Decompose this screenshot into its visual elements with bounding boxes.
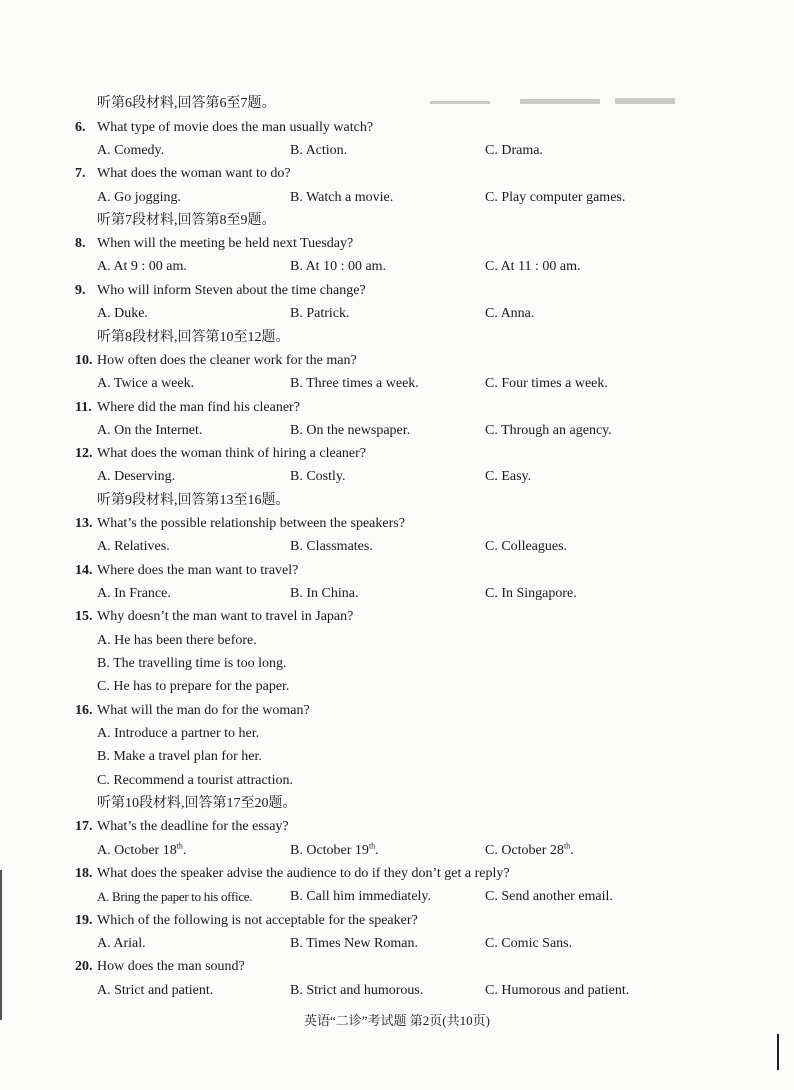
option-b: B. Times New Roman. [290,936,418,951]
scan-edge-mark [0,870,2,1020]
scan-speck [430,101,490,104]
question-number: 11. [75,400,92,415]
question-15 [0,605,794,628]
question-number: 9. [75,283,86,298]
option-c: C. October 28th. [485,841,574,858]
option-c: C. Drama. [485,143,543,158]
option-c-row [0,675,794,698]
option-a: A. Relatives. [97,539,170,554]
option-a: A. Strict and patient. [97,983,214,998]
section-instruction: 听第6段材料,回答第6至7题。 [97,96,276,111]
option-b: B. Three times a week. [290,376,419,391]
option-b: B. Costly. [290,469,346,484]
question-number: 18. [75,866,93,881]
question-text: What’s the deadline for the essay? [97,819,289,834]
question-text: What’s the possible relationship between the speakers? [97,516,405,531]
options-17 [0,839,794,862]
section-instruction: 听第9段材料,回答第13至16题。 [97,493,290,508]
section-instruction: 听第10段材料,回答第17至20题。 [97,796,297,811]
question-17 [0,815,794,838]
question-text: What will the man do for the woman? [97,703,310,718]
question-text: How often does the cleaner work for the man? [97,353,357,368]
question-16 [0,699,794,722]
option-a: A. On the Internet. [97,423,203,438]
question-20 [0,955,794,978]
question-number: 13. [75,516,93,531]
option-b: B. The travelling time is too long. [97,656,287,671]
option-c: C. Recommend a tourist attraction. [97,773,293,788]
question-18 [0,862,794,885]
option-a: A. Twice a week. [97,376,195,391]
question-12 [0,442,794,465]
options-6 [0,139,794,162]
options-10 [0,372,794,395]
question-9 [0,279,794,302]
option-b: B. Call him immediately. [290,889,432,904]
option-c: C. Play computer games. [485,190,626,205]
question-number: 12. [75,446,93,461]
option-c: C. Anna. [485,306,535,321]
option-a: A. In France. [97,586,171,601]
options-8 [0,255,794,278]
question-text: What does the woman want to do? [97,166,291,181]
option-c: C. Colleagues. [485,539,568,554]
option-b: B. Classmates. [290,539,373,554]
option-a: A. Bring the paper to his office. [97,889,253,904]
question-text: Why doesn’t the man want to travel in Japan? [97,609,354,624]
option-b: B. Watch a movie. [290,190,394,205]
scan-edge-mark [777,1034,779,1070]
option-c: C. Humorous and patient. [485,983,630,998]
question-number: 19. [75,913,93,928]
option-a: A. Deserving. [97,469,176,484]
option-b: B. October 19th. [290,841,379,858]
option-b: B. On the newspaper. [290,423,411,438]
section-instruction: 听第8段材料,回答第10至12题。 [97,330,290,345]
question-8 [0,232,794,255]
question-text: What does the speaker advise the audience to do if they don’t get a reply? [97,866,510,881]
options-20 [0,979,794,1002]
option-b-row [0,652,794,675]
option-c: C. Comic Sans. [485,936,573,951]
option-a-row [0,722,794,745]
option-a: A. Introduce a partner to her. [97,726,260,741]
question-text: Where does the man want to travel? [97,563,299,578]
option-b: B. Strict and humorous. [290,983,424,998]
option-c: C. Through an agency. [485,423,612,438]
option-c: C. In Singapore. [485,586,577,601]
options-14 [0,582,794,605]
options-19 [0,932,794,955]
question-number: 6. [75,120,86,135]
option-b: B. In China. [290,586,359,601]
option-a: A. Go jogging. [97,190,181,205]
options-7 [0,186,794,209]
option-a: A. He has been there before. [97,633,257,648]
option-c: C. Easy. [485,469,532,484]
scan-speck [615,98,675,104]
question-number: 14. [75,563,93,578]
question-11 [0,396,794,419]
question-6 [0,116,794,139]
options-9 [0,302,794,325]
question-14 [0,559,794,582]
question-text: How does the man sound? [97,959,245,974]
options-18 [0,885,794,908]
options-13 [0,535,794,558]
option-b: B. Patrick. [290,306,350,321]
question-text: Which of the following is not acceptable for the speaker? [97,913,418,928]
question-number: 7. [75,166,86,181]
option-a: A. October 18th. [97,841,187,858]
options-11 [0,419,794,442]
option-a: A. Arial. [97,936,146,951]
option-c: C. He has to prepare for the paper. [97,679,290,694]
question-text: Where did the man find his cleaner? [97,400,300,415]
option-c: C. At 11 : 00 am. [485,259,581,274]
question-10 [0,349,794,372]
option-c: C. Four times a week. [485,376,608,391]
page-footer: 英语“二诊”考试题 第2页(共10页) [304,1013,490,1028]
option-c: C. Send another email. [485,889,613,904]
question-text: When will the meeting be held next Tuesday? [97,236,354,251]
question-7 [0,162,794,185]
option-a-row [0,629,794,652]
option-c-row [0,769,794,792]
option-b-row [0,745,794,768]
question-19 [0,909,794,932]
question-text: Who will inform Steven about the time change? [97,283,366,298]
option-a: A. Comedy. [97,143,165,158]
option-b: B. Action. [290,143,348,158]
option-a: A. At 9 : 00 am. [97,259,187,274]
option-b: B. Make a travel plan for her. [97,749,262,764]
scan-speck [520,99,600,104]
question-text: What does the woman think of hiring a cleaner? [97,446,367,461]
question-number: 10. [75,353,93,368]
option-a: A. Duke. [97,306,148,321]
question-number: 20. [75,959,93,974]
section-instruction: 听第7段材料,回答第8至9题。 [97,213,276,228]
question-number: 15. [75,609,93,624]
question-number: 16. [75,703,93,718]
question-number: 17. [75,819,93,834]
question-13 [0,512,794,535]
options-12 [0,465,794,488]
option-b: B. At 10 : 00 am. [290,259,387,274]
question-text: What type of movie does the man usually watch? [97,120,374,135]
question-number: 8. [75,236,86,251]
